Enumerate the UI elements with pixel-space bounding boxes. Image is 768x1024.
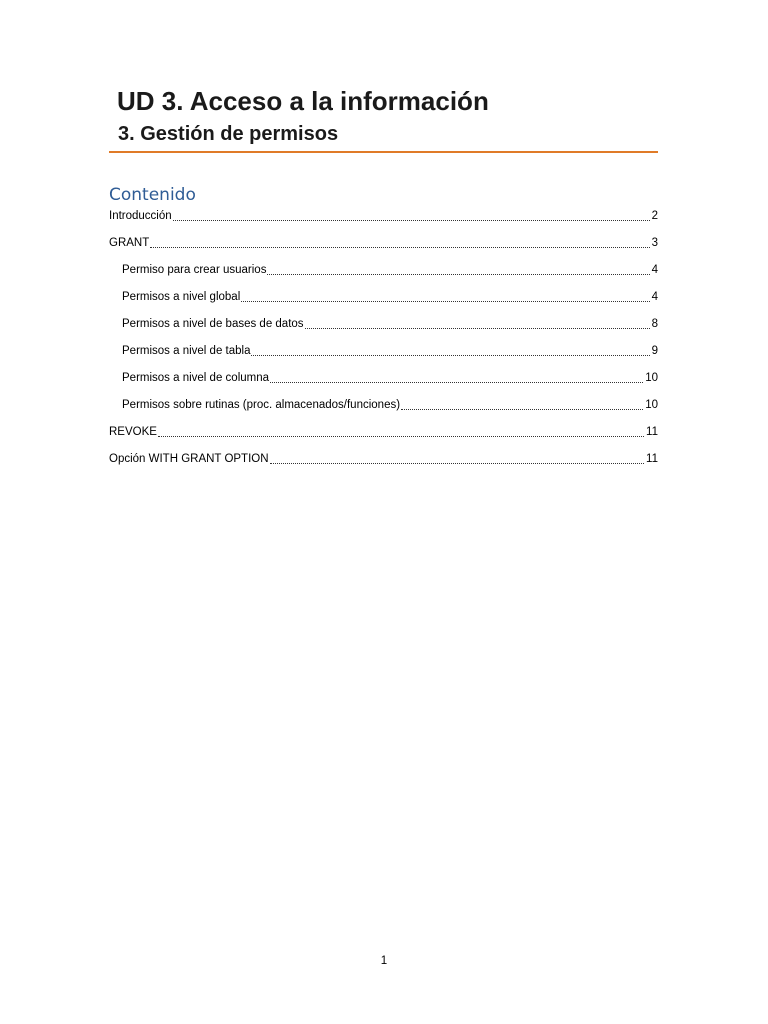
toc-entry-page: 3 <box>651 237 658 249</box>
toc-dot-leader <box>150 247 649 248</box>
toc-entry-label: Permisos a nivel de columna <box>122 372 270 384</box>
toc-entry-grant[interactable] <box>109 234 658 252</box>
toc-entry-introduccion[interactable] <box>109 207 658 225</box>
toc-entry-permisos-bases-datos[interactable] <box>122 315 658 333</box>
document-title: UD 3. Acceso a la información <box>117 86 489 116</box>
toc-dot-leader <box>401 409 643 410</box>
toc-dot-leader <box>270 463 645 464</box>
toc-entry-page: 11 <box>646 426 658 438</box>
page-number: 1 <box>380 955 388 967</box>
toc-entry-label: Introducción <box>109 210 172 222</box>
toc-entry-permisos-rutinas[interactable] <box>122 396 658 414</box>
toc-entry-page: 9 <box>651 345 658 357</box>
toc-entry-label: Permiso para crear usuarios <box>122 264 267 276</box>
toc-entry-permisos-nivel-tabla[interactable] <box>122 342 658 360</box>
toc-entry-page: 4 <box>651 264 658 276</box>
toc-dot-leader <box>158 436 644 437</box>
toc-dot-leader <box>251 355 649 356</box>
toc-entry-label: Permisos a nivel de tabla <box>122 345 251 357</box>
toc-entry-page: 4 <box>651 291 658 303</box>
toc-entry-label: Permisos a nivel global <box>122 291 241 303</box>
toc-entry-page: 10 <box>645 372 658 384</box>
toc-dot-leader <box>173 220 650 221</box>
toc-entry-label: GRANT <box>109 237 150 249</box>
toc-entry-page: 2 <box>651 210 658 222</box>
document-subtitle: 3. Gestión de permisos <box>118 123 339 145</box>
toc-entry-page: 8 <box>651 318 658 330</box>
toc-entry-permisos-nivel-global[interactable] <box>122 288 658 306</box>
toc-entry-with-grant-option[interactable] <box>109 450 658 468</box>
toc-entry-label: REVOKE <box>109 426 157 438</box>
title-underline-rule <box>109 151 658 153</box>
toc-dot-leader <box>270 382 643 383</box>
toc-entry-label: Opción WITH GRANT OPTION <box>109 453 269 465</box>
toc-dot-leader <box>267 274 649 275</box>
toc-entry-permiso-crear-usuarios[interactable] <box>122 261 658 279</box>
toc-heading: Contenido <box>109 185 196 205</box>
toc-entry-label: Permisos sobre rutinas (proc. almacenados/funciones) <box>122 399 401 411</box>
toc-entry-page: 11 <box>646 453 658 465</box>
toc-entry-label: Permisos a nivel de bases de datos <box>122 318 304 330</box>
toc-entry-revoke[interactable] <box>109 423 658 441</box>
toc-dot-leader <box>241 301 649 302</box>
toc-entry-permisos-nivel-columna[interactable] <box>122 369 658 387</box>
toc-dot-leader <box>305 328 650 329</box>
toc-entry-page: 10 <box>645 399 658 411</box>
